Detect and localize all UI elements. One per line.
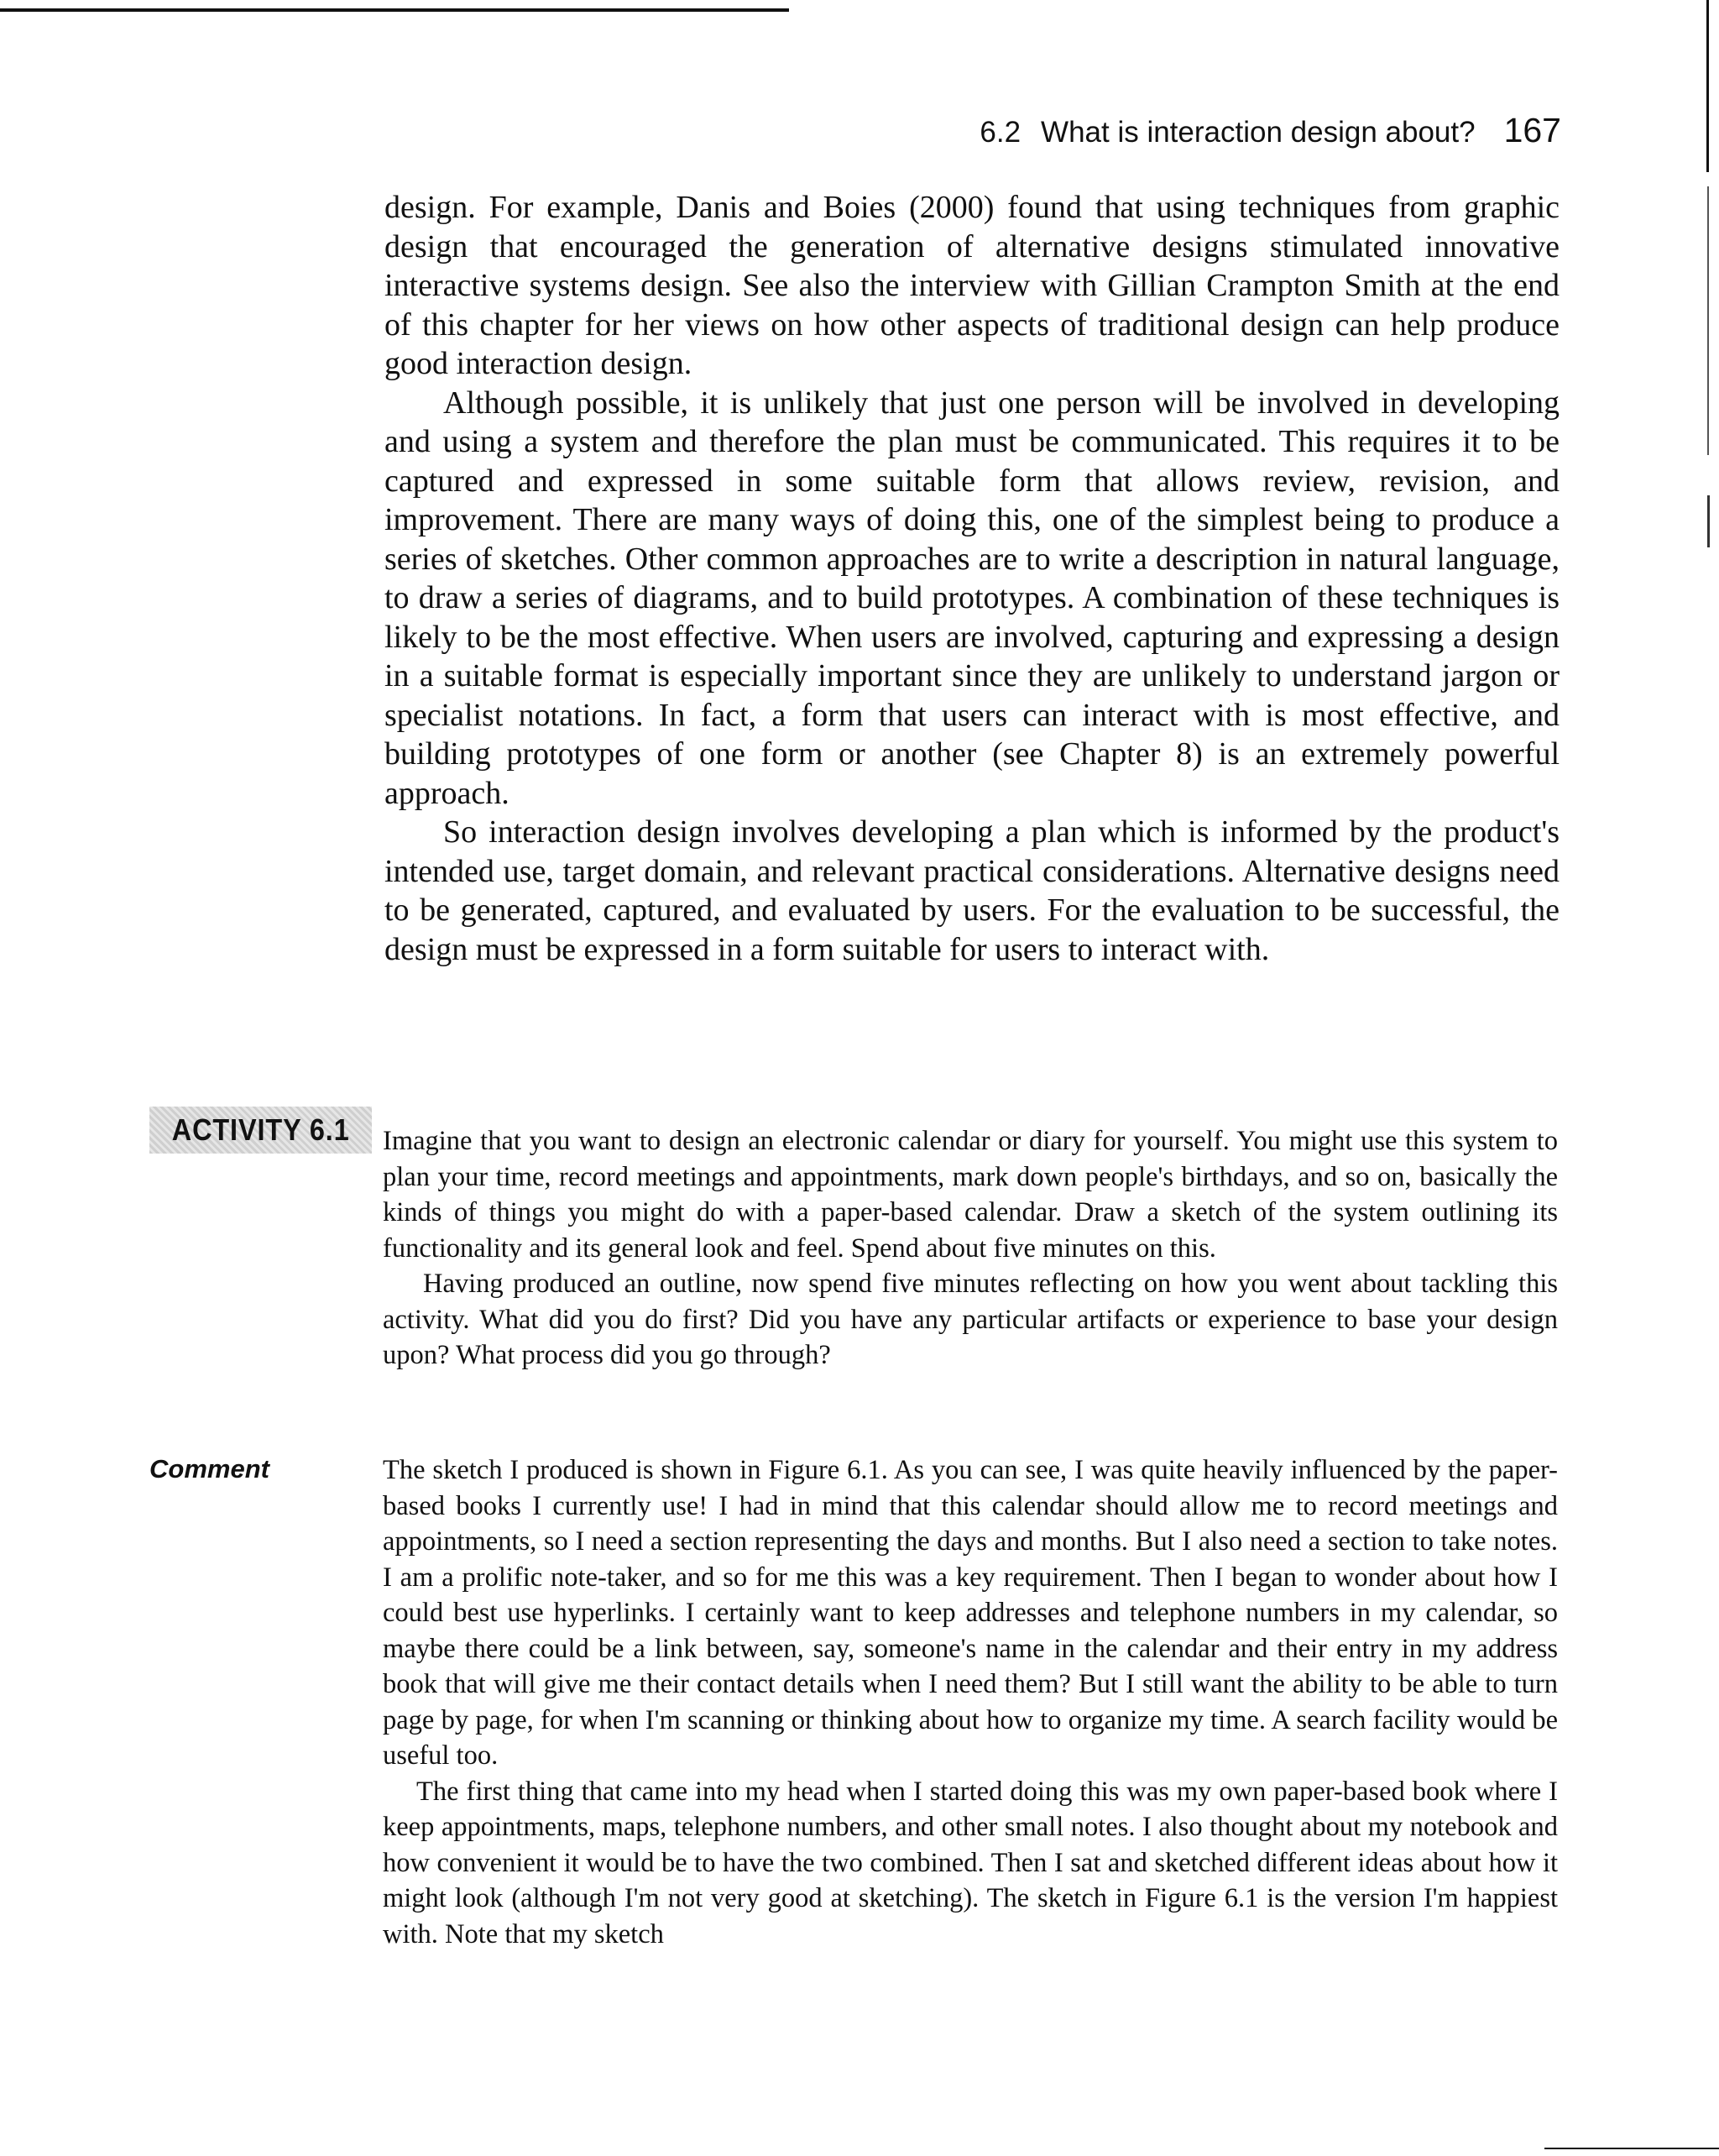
body-text: [384, 188, 1560, 969]
body-paragraph: Although possible, it is unlikely that just one person will be involved in developing and using a system and therefore the plan must be communicated. This requires it to be captured and expressed in some suitable form that allows review, revision, and improvement. There are many ways of doing this, one of the simplest being to produce a series of sketches. Other common approaches are to write a description in natural language, to draw a series of diagrams, and to build prototypes. A combination of these techniques is likely to be the most effective. When users are involved, capturing and expressing a design in a suitable format is especially important since they are unlikely to understand jargon or specialist notations. In fact, a form that users can interact with is most effective, and building prototypes of one form or another (see Chapter 8) is an extremely powerful approach.: [384, 385, 1560, 811]
activity-badge: [149, 1107, 372, 1154]
activity-paragraph: Imagine that you want to design an electronic calendar or diary for yourself. You might use this system to plan your time, record meetings and appointments, mark down people's birthdays, and so on, basically the kinds of things you might do with a paper-based calendar. Draw a sketch of the system outlining its functionality and its general look and feel. Spend about five minutes on this.: [383, 1126, 1558, 1264]
comment-paragraph: The sketch I produced is shown in Figure 6.1. As you can see, I was quite heavily influenced by the paper-based books I currently use! I had in mind that this calendar should allow me to record meetings and appointments, so I need a section representing the days and months. But I also need a section to take notes. I am a prolific note-taker, and so for me this was a key requirement. Then I began to wonder about how I could best use hyperlinks. I certainly want to keep addresses and telephone numbers in my calendar, so maybe there could be a link between, say, someone's name in the calendar and their entry in my address book that will give me their contact details when I need them? But I still want the ability to be able to turn page by page, for when I'm scanning or thinking about how to organize my time. A search facility would be useful too.: [383, 1455, 1558, 1771]
page-edge-rule: [1706, 0, 1709, 172]
comment-paragraph: The first thing that came into my head when I started doing this was my own paper-based book where I keep appointments, maps, telephone numbers, and other small notes. I also thought about my notebook and how convenient it would be to have the two combined. Then I sat and sketched different ideas about how it might look (although I'm not very good at sketching). The sketch in Figure 6.1 is the version I'm happiest with. Note that my sketch: [383, 1776, 1558, 1949]
comment-text: [383, 1452, 1558, 1952]
body-paragraph: So interaction design involves developing a plan which is informed by the product's intended use, target domain, and relevant practical considerations. Alternative designs need to be generated, captured, and evaluated by users. For the evaluation to be successful, the design must be expressed in a form suitable for users to interact with.: [384, 814, 1560, 967]
running-head: [980, 111, 1561, 150]
page-edge-rule: [1707, 186, 1709, 455]
page-number: 167: [1503, 111, 1561, 149]
bottom-rule: [1544, 2148, 1719, 2149]
comment-label: Comment: [149, 1454, 269, 1484]
activity-text: [383, 1123, 1558, 1374]
body-paragraph: design. For example, Danis and Boies (2000) found that using techniques from graphic design that encouraged the generation of alternative designs stimulated innovative interactive systems design. See also the interview with Gillian Crampton Smith at the end of this chapter for her views on how other aspects of traditional design can help produce good interaction design.: [384, 190, 1560, 381]
activity-label: ACTIVITY 6.1: [171, 1112, 350, 1147]
page-edge-rule: [1707, 495, 1710, 547]
section-number: 6.2: [980, 116, 1021, 149]
activity-paragraph: Having produced an outline, now spend five minutes reflecting on how you went about tackling this activity. What did you do first? Did you have any particular artifacts or experience to base your design upon? What process did you go through?: [383, 1269, 1558, 1370]
section-title: What is interaction design about?: [1041, 116, 1476, 149]
top-rule: [0, 8, 789, 12]
